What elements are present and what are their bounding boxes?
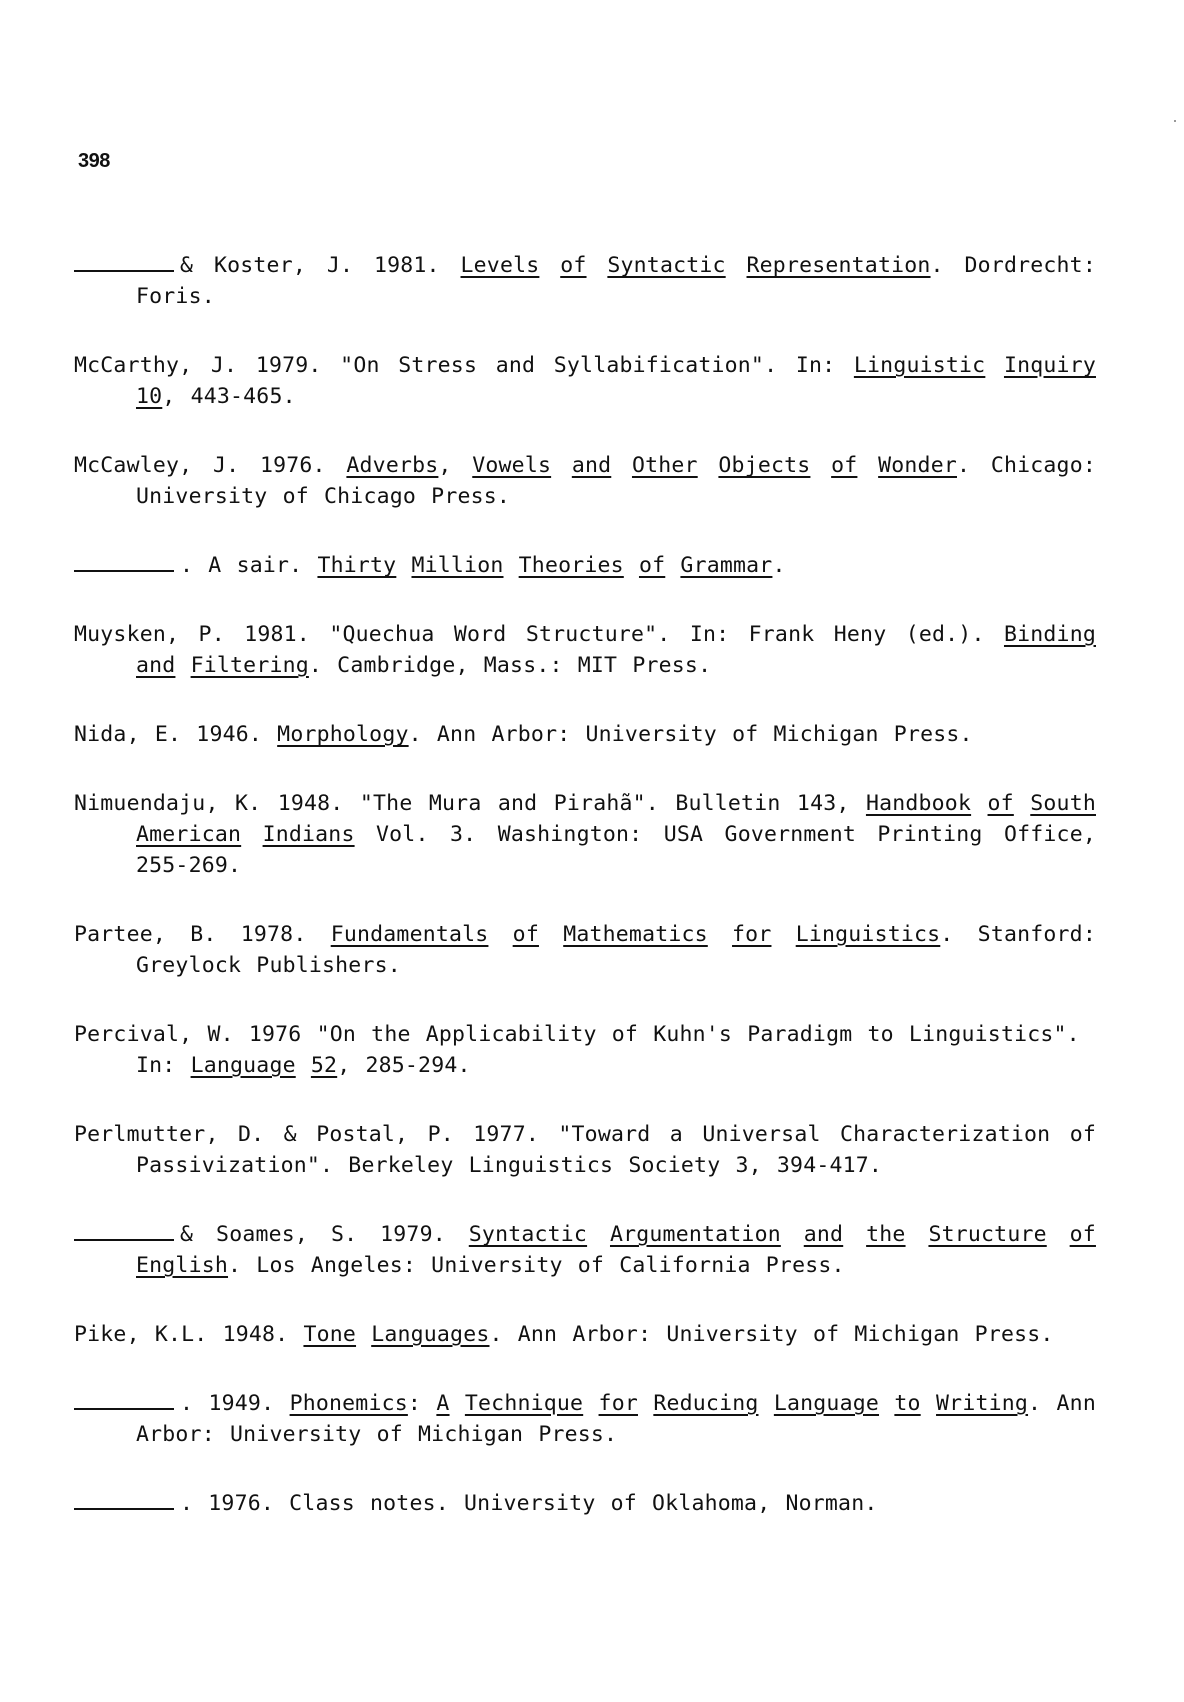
title-word: for bbox=[732, 922, 772, 947]
title-word: Binding bbox=[1003, 622, 1096, 647]
reference-lead: Partee, B. 1978. bbox=[74, 922, 331, 947]
reference-entry bbox=[74, 1019, 1096, 1081]
title-word: Mathematics bbox=[563, 922, 708, 947]
reference-lead: . 1949. bbox=[180, 1391, 290, 1416]
volume-number: 52 bbox=[310, 1053, 338, 1078]
title-word: Grammar bbox=[680, 553, 773, 578]
reference-tail: . bbox=[772, 553, 786, 578]
reference-lead: . 1976. Class notes. University of Oklahoma, Norman. bbox=[180, 1491, 878, 1516]
reference-tail: . Chicago: University of Chicago Press. bbox=[136, 453, 1096, 509]
title-word: Indians bbox=[262, 822, 355, 847]
title-word: of bbox=[560, 253, 587, 278]
reference-tail: . Ann Arbor: University of Michigan Press. bbox=[489, 1322, 1054, 1347]
title-word: Reducing bbox=[653, 1391, 759, 1416]
title-word: Syntactic bbox=[468, 1222, 588, 1247]
ditto-dash bbox=[74, 570, 174, 572]
reference-lead: Nida, E. 1946. bbox=[74, 722, 278, 747]
reference-entry: McCawley, J. 1976. Adverbs, Vowels and Other Objects of Wonder. Chicago: University of Chicago Press. bbox=[74, 453, 1096, 509]
title-word: English bbox=[136, 1253, 229, 1278]
title-word: Representation bbox=[746, 253, 931, 278]
title-word: Argumentation bbox=[609, 1222, 781, 1247]
title-word: of bbox=[1069, 1222, 1096, 1247]
title-word: of bbox=[831, 453, 858, 478]
title-word: Vowels bbox=[472, 453, 552, 478]
title-word: Language bbox=[773, 1391, 880, 1416]
reference-lead: McCawley, J. 1976. bbox=[74, 453, 347, 478]
reference-tail: . Cambridge, Mass.: MIT Press. bbox=[308, 653, 712, 678]
reference-entry bbox=[74, 719, 1096, 750]
title-word: Adverbs bbox=[346, 453, 439, 478]
title-word: of bbox=[512, 922, 539, 947]
reference-entry: . 1949. Phonemics: A Technique for Reducing Language to Writing. Ann Arbor: University of Michigan Press. bbox=[74, 1388, 1096, 1450]
reference-lead: & Soames, S. 1979. bbox=[180, 1222, 469, 1247]
title-word: and bbox=[136, 653, 176, 678]
ditto-dash bbox=[74, 270, 174, 272]
title-word: of bbox=[638, 553, 666, 578]
reference-entry bbox=[74, 788, 1096, 881]
title-word: Syntactic bbox=[607, 253, 726, 278]
title-word: American bbox=[136, 822, 242, 847]
reference-entry bbox=[74, 1488, 1096, 1519]
title-word: Million bbox=[411, 553, 504, 578]
reference-entry bbox=[74, 919, 1096, 981]
title-word: Objects bbox=[718, 453, 811, 478]
reference-entry bbox=[74, 1319, 1096, 1350]
title-word: Fundamentals bbox=[330, 922, 489, 947]
reference-entry bbox=[74, 350, 1096, 412]
title-word: Technique bbox=[464, 1391, 584, 1416]
title-word: Languages bbox=[371, 1322, 490, 1347]
title-word: Language bbox=[190, 1053, 296, 1078]
reference-lead: Pike, K.L. 1948. bbox=[74, 1322, 304, 1347]
reference-tail: . Dordrecht: Foris. bbox=[136, 253, 1096, 309]
reference-entry bbox=[74, 550, 1096, 581]
reference-lead: & Koster, J. 1981. bbox=[180, 253, 461, 278]
title-word: Linguistic bbox=[853, 353, 986, 378]
title-word: Filtering bbox=[190, 653, 309, 678]
reference-tail: Vol. 3. Washington: USA Government Printing Office, 255-269. bbox=[136, 822, 1096, 878]
title-word: Linguistics bbox=[795, 922, 941, 947]
title-word: Handbook bbox=[865, 791, 972, 816]
reference-entry bbox=[74, 1119, 1096, 1181]
title-word: and bbox=[571, 453, 612, 478]
title-word: to bbox=[894, 1391, 921, 1416]
page-number: 398 bbox=[78, 150, 110, 172]
reference-lead: Nimuendaju, K. 1948. "The Mura and Pirahã". Bulletin 143, bbox=[74, 791, 866, 816]
title-word: Theories bbox=[518, 553, 624, 578]
ditto-dash bbox=[74, 1508, 174, 1510]
reference-tail: , 443-465. bbox=[162, 384, 296, 409]
reference-tail: . Stanford: Greylock Publishers. bbox=[136, 922, 1096, 978]
volume-number: 10 bbox=[136, 384, 163, 409]
reference-entry bbox=[74, 250, 1096, 312]
title-word: Phonemics bbox=[289, 1391, 408, 1416]
ditto-dash bbox=[74, 1239, 174, 1241]
title-word: Inquiry bbox=[1003, 353, 1096, 378]
reference-tail: , 285-294. bbox=[337, 1053, 471, 1078]
title-word: Levels bbox=[460, 253, 540, 278]
title-word: Morphology bbox=[277, 722, 409, 747]
reference-lead: . A sair. bbox=[180, 553, 318, 578]
reference-entry bbox=[74, 619, 1096, 681]
reference-lead: Percival, W. 1976 "On the Applicability of Kuhn's Paradigm to Linguistics". In: bbox=[74, 1022, 1080, 1078]
reference-lead: McCarthy, J. 1979. "On Stress and Syllabification". In: bbox=[74, 353, 854, 378]
title-word: Other bbox=[631, 453, 698, 478]
reference-list bbox=[74, 250, 1096, 1557]
reference-tail: . Ann Arbor: University of Michigan Press. bbox=[136, 1391, 1096, 1447]
title-word: Writing bbox=[936, 1391, 1029, 1416]
reference-lead: Muysken, P. 1981. "Quechua Word Structure". In: Frank Heny (ed.). bbox=[74, 622, 1004, 647]
title-word: Structure bbox=[928, 1222, 1047, 1247]
title-word: for bbox=[598, 1391, 638, 1416]
title-word: Tone bbox=[303, 1322, 357, 1347]
title-word: Wonder bbox=[878, 453, 957, 478]
title-word: Thirty bbox=[317, 553, 397, 578]
title-word: the bbox=[866, 1222, 906, 1247]
reference-entry bbox=[74, 1219, 1096, 1281]
title-word: A bbox=[436, 1391, 450, 1416]
scan-edge-mark bbox=[1174, 120, 1176, 122]
title-word: and bbox=[803, 1222, 844, 1247]
ditto-dash bbox=[74, 1408, 174, 1410]
reference-tail: . Los Angeles: University of California Press. bbox=[228, 1253, 845, 1278]
reference-lead: Perlmutter, D. & Postal, P. 1977. "Toward a Universal Characterization of Passivization". Berkeley Linguistics Society 3, 394-417. bbox=[74, 1122, 1096, 1178]
title-word: of bbox=[987, 791, 1014, 816]
title-word: South bbox=[1030, 791, 1096, 816]
reference-tail: . Ann Arbor: University of Michigan Press. bbox=[408, 722, 973, 747]
